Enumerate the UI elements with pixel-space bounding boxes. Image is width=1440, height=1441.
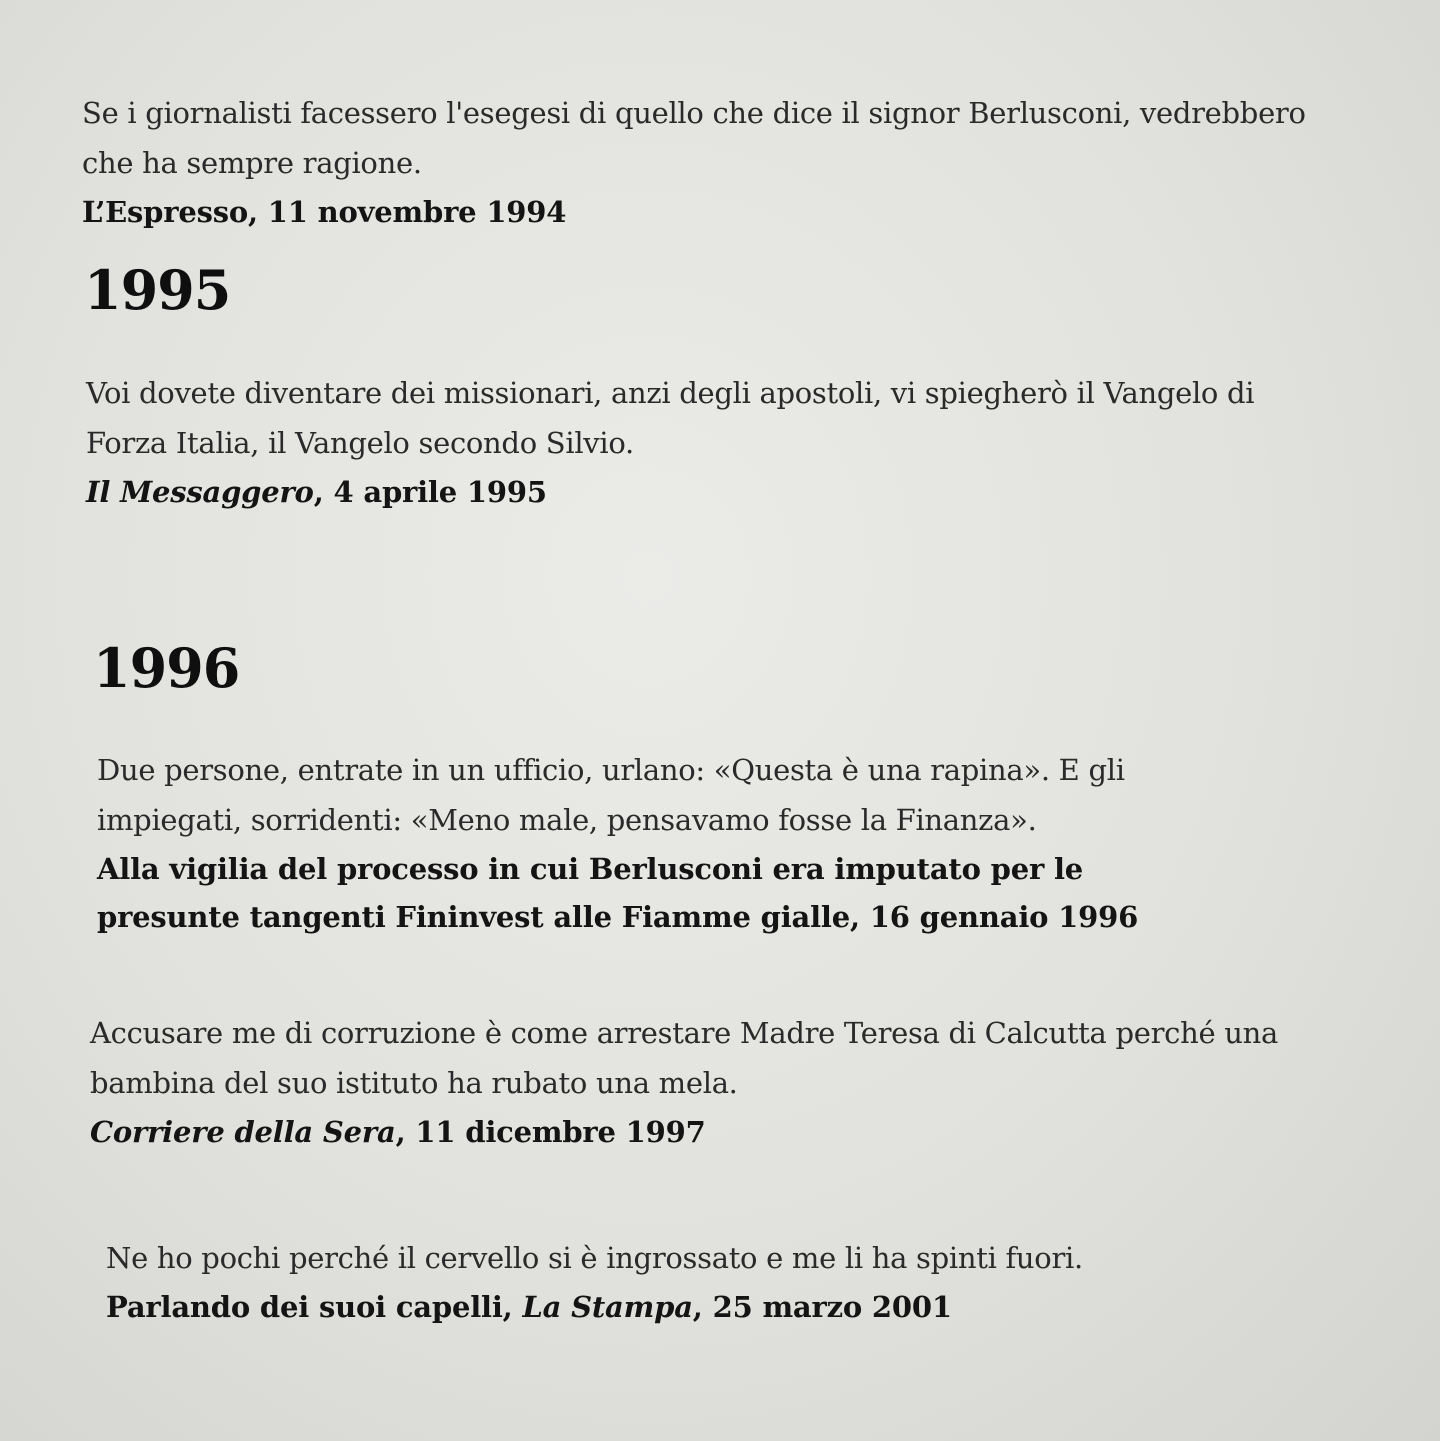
quote-source bbox=[82, 188, 1332, 236]
source-date: , 25 marzo 2001 bbox=[692, 1290, 952, 1324]
quote-source bbox=[90, 1108, 1330, 1156]
quote-entry bbox=[90, 1008, 1330, 1156]
quote-text: Se i giornalisti facessero l'esegesi di quello che dice il signor Berlusconi, vedrebbero che ha sempre ragione. bbox=[82, 96, 1306, 180]
year-heading: 1995 bbox=[84, 258, 231, 322]
quote-entry bbox=[97, 745, 1227, 941]
source-text: Alla vigilia del processo in cui Berlusconi era imputato per le presunte tangenti Fininvest alle Fiamme gialle, 16 gennaio 1996 bbox=[97, 852, 1139, 934]
source-text: Parlando dei suoi capelli, bbox=[106, 1290, 523, 1324]
quote-source bbox=[106, 1283, 1206, 1331]
source-date: , 11 dicembre 1997 bbox=[395, 1115, 706, 1149]
source-publication: Il Messaggero bbox=[86, 475, 314, 509]
quote-text: Due persone, entrate in un ufficio, urlano: «Questa è una rapina». E gli impiegati, sorridenti: «Meno male, pensavamo fosse la Finanza». bbox=[97, 753, 1125, 837]
quote-text: Accusare me di corruzione è come arrestare Madre Teresa di Calcutta perché una bambina del suo istituto ha rubato una mela. bbox=[90, 1016, 1278, 1100]
quote-text: Voi dovete diventare dei missionari, anzi degli apostoli, vi spiegherò il Vangelo di Forza Italia, il Vangelo secondo Silvio. bbox=[86, 376, 1255, 460]
quote-text: Ne ho pochi perché il cervello si è ingrossato e me li ha spinti fuori. bbox=[106, 1241, 1083, 1275]
quote-source bbox=[86, 468, 1306, 516]
quote-source bbox=[97, 845, 1227, 941]
source-text: L’Espresso, 11 novembre 1994 bbox=[82, 195, 567, 229]
source-publication: Corriere della Sera bbox=[90, 1115, 396, 1149]
quote-entry bbox=[82, 88, 1332, 236]
source-date: , 4 aprile 1995 bbox=[313, 475, 547, 509]
source-publication: La Stampa bbox=[522, 1290, 693, 1324]
year-heading: 1996 bbox=[93, 636, 240, 700]
quote-entry bbox=[86, 368, 1306, 516]
quote-entry bbox=[106, 1233, 1206, 1331]
